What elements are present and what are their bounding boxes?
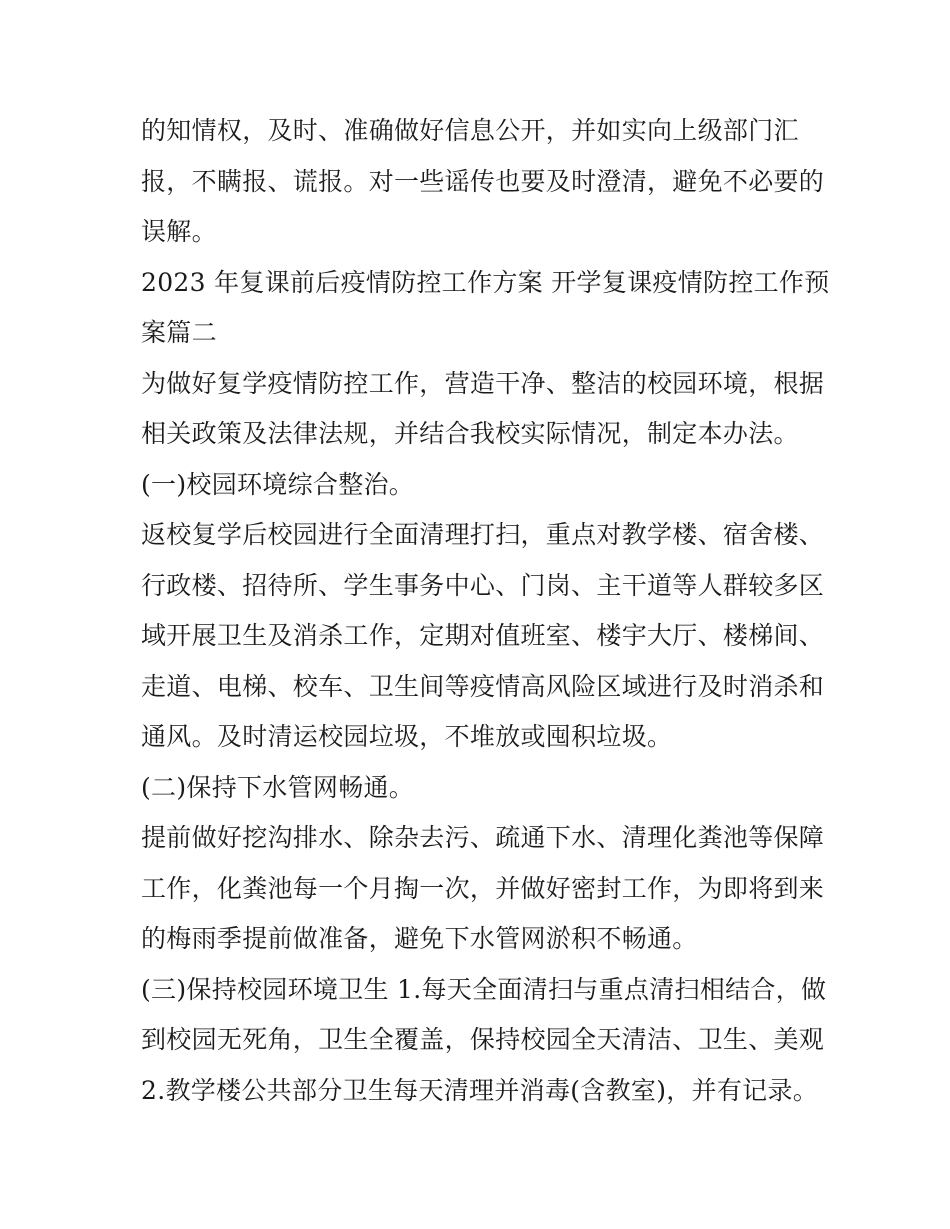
text-line: 为做好复学疫情防控工作，营造干净、整洁的校园环境，根据 (141, 368, 825, 398)
text-line: 工作，化粪池每一个月掏一次，并做好密封工作，为即将到来 (141, 873, 825, 903)
subheading-line: (一)校园环境综合整治。 (141, 469, 415, 499)
text-line: 相关政策及法律法规，并结合我校实际情况，制定本办法。 (141, 419, 799, 448)
text-line: 报，不瞒报、谎报。对一些谣传也要及时澄清，避免不必要的 (141, 166, 825, 196)
text-line: (三)保持校园环境卫生 1.每天全面清扫与重点清扫相结合，做 (141, 974, 827, 1004)
text-line: 到校园无死角，卫生全覆盖，保持校园全天清洁、卫生、美观 (141, 1025, 825, 1054)
text-line: 返校复学后校园进行全面清理打扫，重点对教学楼、宿舍楼、 (141, 520, 825, 549)
text-line: 误解。 (141, 217, 217, 246)
text-line: 通风。及时清运校园垃圾，不堆放或囤积垃圾。 (141, 722, 673, 751)
subheading-line: (二)保持下水管网畅通。 (141, 772, 415, 802)
text-line: 域开展卫生及消杀工作，定期对值班室、楼宇大厅、楼梯间、 (141, 621, 825, 650)
document-body (141, 106, 830, 1116)
text-line: 提前做好挖沟排水、除杂去污、疏通下水、清理化粪池等保障 (141, 823, 825, 852)
text-line: 的梅雨季提前做准备，避免下水管网淤积不畅通。 (141, 924, 698, 953)
section-title-line: 2023 年复课前后疫情防控工作方案 开学复课疫情防控工作预 (141, 267, 830, 297)
text-line: 的知情权，及时、准确做好信息公开，并如实向上级部门汇 (141, 116, 799, 145)
text-line: 走道、电梯、校车、卫生间等疫情高风险区域进行及时消杀和 (141, 671, 825, 701)
text-line: 2.教学楼公共部分卫生每天清理并消毒(含教室)，并有记录。 (141, 1075, 819, 1105)
text-line: 行政楼、招待所、学生事务中心、门岗、主干道等人群较多区 (141, 570, 825, 600)
section-title-line: 案篇二 (141, 318, 217, 347)
